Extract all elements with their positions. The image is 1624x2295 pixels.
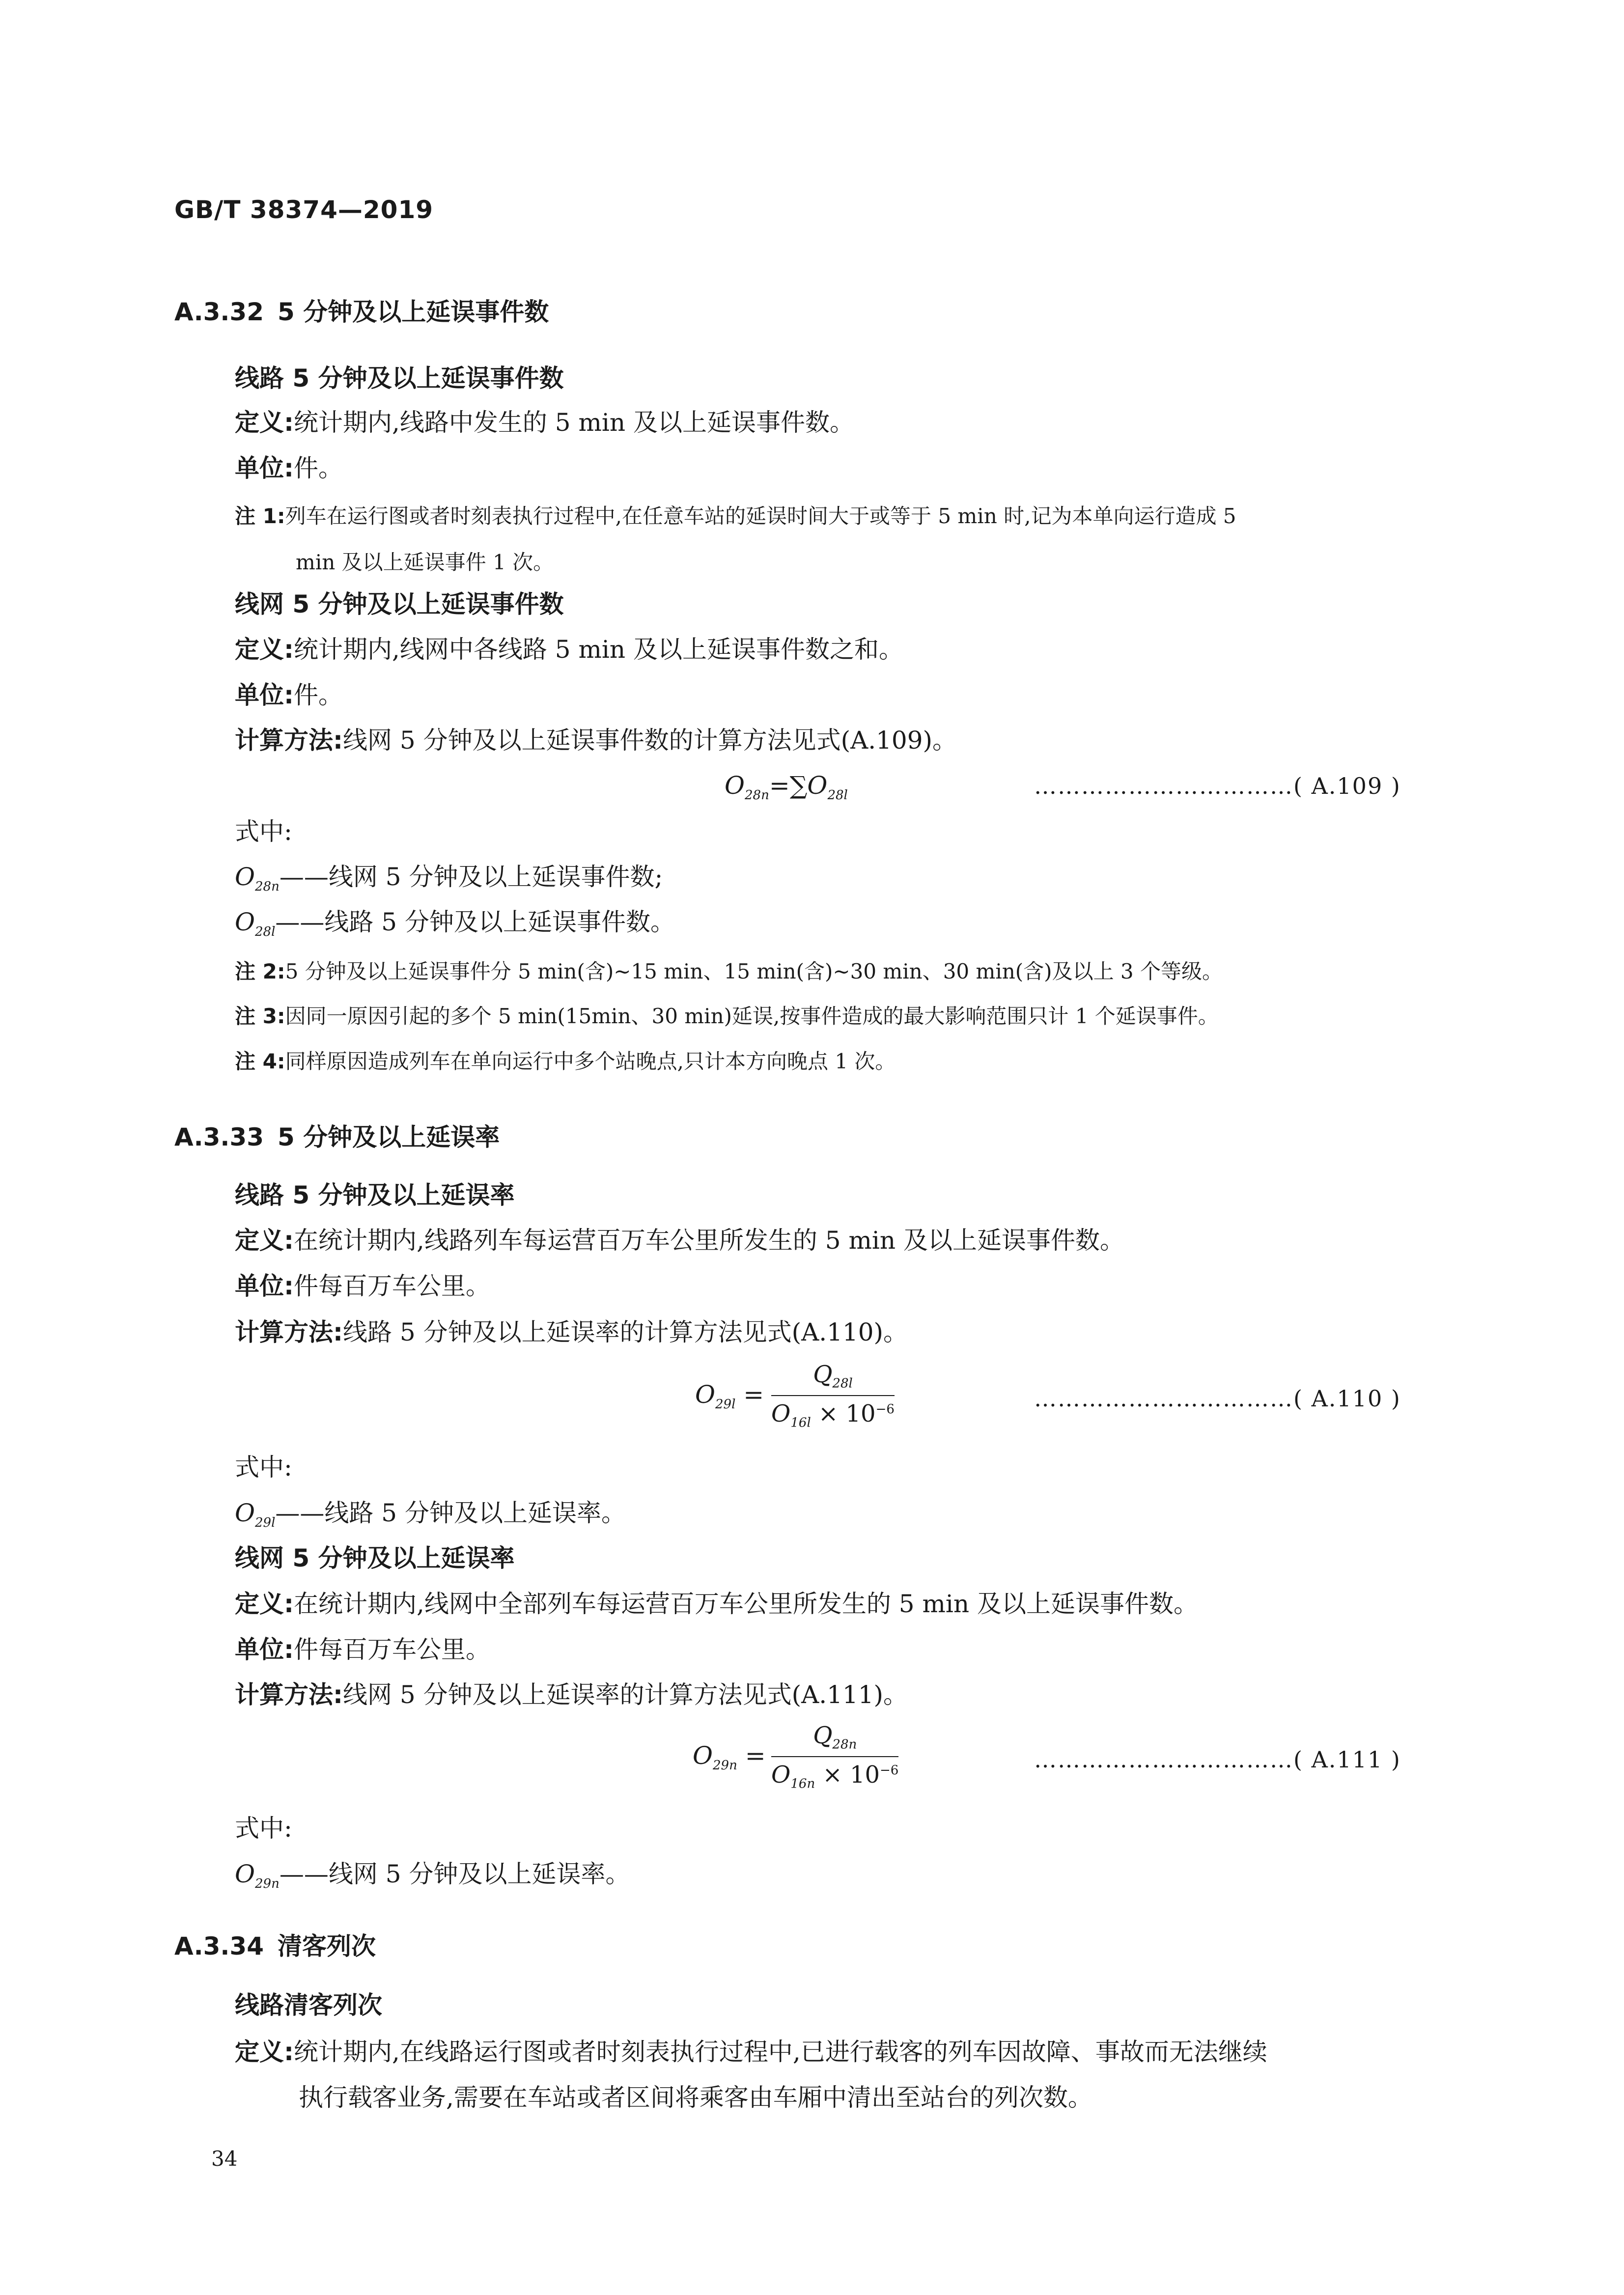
formula-number: ……………………………( A.111 ) xyxy=(1034,1746,1401,1773)
variable-symbol: $O_{29l}$ xyxy=(235,1499,276,1530)
section-heading-a3-34 xyxy=(174,1927,376,1962)
definition-label: 定义: xyxy=(235,1226,294,1255)
note-2 xyxy=(235,961,1223,982)
where-label: 式中: xyxy=(235,1814,292,1843)
note-text: 5 分钟及以上延误事件分 5 min(含)~15 min、15 min(含)~30 min、30 min(含)及以上 3 个等级。 xyxy=(285,959,1223,983)
fraction-numerator: $Q_{28l}$ xyxy=(771,1361,895,1396)
variable-subscript: 28l xyxy=(255,924,276,939)
calc-method-label: 计算方法: xyxy=(235,1680,343,1709)
unit-label: 单位: xyxy=(235,454,294,482)
calc-method-line xyxy=(235,1320,908,1344)
variable-subscript: 28n xyxy=(255,879,280,894)
unit-line xyxy=(235,1274,490,1298)
fraction-denominator: $O_{16n} \times 10^{-6}$ xyxy=(771,1761,899,1791)
note-1-continued: min 及以上延误事件 1 次。 xyxy=(296,550,554,574)
formula-a109 xyxy=(725,771,848,803)
variable-definition xyxy=(235,865,663,893)
note-text: 列车在运行图或者时刻表执行过程中,在任意车站的延误时间大于或等于 5 min 时,记为本单向运行造成 5 xyxy=(285,504,1236,528)
formula-subscript: 29n xyxy=(713,1758,737,1773)
variable-description: ——线路 5 分钟及以上延误事件数。 xyxy=(275,908,675,936)
term-heading: 线路清客列次 xyxy=(235,1991,382,2019)
formula-subscript: 28l xyxy=(827,788,848,803)
unit-line xyxy=(235,456,343,480)
term-heading: 线路 5 分钟及以上延误率 xyxy=(235,1181,515,1209)
section-number: A.3.33 xyxy=(174,1123,264,1151)
section-number: A.3.34 xyxy=(174,1932,264,1960)
formula-subscript: 16n xyxy=(790,1776,815,1791)
definition-line xyxy=(235,1592,1198,1616)
page-number: 34 xyxy=(211,2147,238,2171)
term-heading: 线网 5 分钟及以上延误事件数 xyxy=(235,590,564,618)
formula-number: ……………………………( A.109 ) xyxy=(1034,773,1401,799)
formula-a110-lhs: $O_{29l}$ = xyxy=(695,1380,764,1412)
document-id: GB/T 38374—2019 xyxy=(174,196,434,224)
section-number: A.3.32 xyxy=(174,298,264,326)
definition-text: 在统计期内,线路列车每运营百万车公里所发生的 5 min 及以上延误事件数。 xyxy=(294,1226,1124,1255)
formula-a110-fraction xyxy=(771,1361,895,1430)
variable-description: ——线网 5 分钟及以上延误事件数; xyxy=(279,863,663,891)
definition-text: 统计期内,线网中各线路 5 min 及以上延误事件数之和。 xyxy=(294,635,903,664)
note-3 xyxy=(235,1006,1219,1027)
section-title: 清客列次 xyxy=(278,1932,376,1960)
variable-subscript: 29n xyxy=(255,1876,280,1891)
variable-definition xyxy=(235,910,675,938)
section-title: 5 分钟及以上延误事件数 xyxy=(278,298,549,326)
definition-line xyxy=(235,410,854,435)
unit-line xyxy=(235,1637,490,1662)
variable-definition xyxy=(235,1862,630,1890)
formula-exponent: −6 xyxy=(880,1763,899,1778)
note-label: 注 4: xyxy=(235,1049,285,1073)
calc-method-label: 计算方法: xyxy=(235,726,343,755)
formula-factor: × 10 xyxy=(815,1761,880,1789)
definition-label: 定义: xyxy=(235,1590,294,1618)
calc-method-line xyxy=(235,728,957,753)
variable-definition xyxy=(235,1501,626,1529)
note-label: 注 1: xyxy=(235,504,285,528)
formula-subscript: 28n xyxy=(832,1737,857,1752)
formula-exponent: −6 xyxy=(875,1401,895,1417)
where-label: 式中: xyxy=(235,817,292,846)
definition-continued: 执行载客业务,需要在车站或者区间将乘客由车厢中清出至站台的列次数。 xyxy=(299,2083,1092,2112)
definition-text: 在统计期内,线网中全部列车每运营百万车公里所发生的 5 min 及以上延误事件数。 xyxy=(294,1590,1198,1618)
definition-text: 统计期内,在线路运行图或者时刻表执行过程中,已进行载客的列车因故障、事故而无法继续 xyxy=(294,2038,1267,2066)
unit-text: 件。 xyxy=(294,681,343,709)
definition-label: 定义: xyxy=(235,635,294,664)
note-1 xyxy=(235,506,1236,527)
formula-subscript: 28l xyxy=(832,1376,853,1391)
definition-text: 统计期内,线路中发生的 5 min 及以上延误事件数。 xyxy=(294,408,854,437)
variable-symbol: $O_{29n}$ xyxy=(235,1860,280,1891)
formula-subscript: 28n xyxy=(745,788,769,803)
note-4 xyxy=(235,1051,896,1072)
definition-label: 定义: xyxy=(235,2038,294,2066)
definition-label: 定义: xyxy=(235,408,294,437)
unit-text: 件每百万车公里。 xyxy=(294,1272,490,1300)
variable-description: ——线网 5 分钟及以上延误率。 xyxy=(279,1860,630,1888)
calc-method-text: 线网 5 分钟及以上延误率的计算方法见式(A.111)。 xyxy=(343,1680,908,1709)
definition-line xyxy=(235,2040,1267,2064)
unit-line xyxy=(235,683,343,707)
formula-factor: × 10 xyxy=(811,1399,876,1427)
unit-label: 单位: xyxy=(235,1272,294,1300)
calc-method-line xyxy=(235,1682,908,1707)
variable-symbol: $O_{28l}$ xyxy=(235,908,276,939)
formula-subscript: 16l xyxy=(790,1415,811,1430)
formula-subscript: 29l xyxy=(715,1397,736,1412)
unit-text: 件。 xyxy=(294,454,343,482)
formula-rhs: =∑O xyxy=(769,771,828,800)
formula-a111-lhs: $O_{29n}$ = xyxy=(693,1741,766,1773)
note-text: 因同一原因引起的多个 5 min(15min、30 min)延误,按事件造成的最大影响范围只计 1 个延误事件。 xyxy=(285,1004,1219,1028)
note-text: 同样原因造成列车在单向运行中多个站晚点,只计本方向晚点 1 次。 xyxy=(285,1049,896,1073)
formula-symbol: O xyxy=(725,771,745,800)
unit-text: 件每百万车公里。 xyxy=(294,1635,490,1664)
section-title: 5 分钟及以上延误率 xyxy=(278,1123,500,1151)
note-label: 注 3: xyxy=(235,1004,285,1028)
term-heading: 线路 5 分钟及以上延误事件数 xyxy=(235,364,564,392)
fraction-numerator: $Q_{28n}$ xyxy=(771,1722,898,1757)
note-label: 注 2: xyxy=(235,959,285,983)
variable-symbol: $O_{28n}$ xyxy=(235,863,280,894)
definition-line xyxy=(235,637,903,662)
section-heading-a3-33 xyxy=(174,1118,500,1153)
calc-method-text: 线网 5 分钟及以上延误事件数的计算方法见式(A.109)。 xyxy=(343,726,957,755)
formula-number: ……………………………( A.110 ) xyxy=(1034,1385,1401,1412)
unit-label: 单位: xyxy=(235,681,294,709)
section-heading-a3-32 xyxy=(174,292,549,328)
unit-label: 单位: xyxy=(235,1635,294,1664)
definition-line xyxy=(235,1228,1124,1253)
formula-a111-fraction xyxy=(771,1722,898,1791)
where-label: 式中: xyxy=(235,1453,292,1482)
calc-method-label: 计算方法: xyxy=(235,1318,343,1346)
variable-subscript: 29l xyxy=(255,1515,276,1530)
fraction-denominator: $O_{16l} \times 10^{-6}$ xyxy=(771,1399,895,1430)
term-heading: 线网 5 分钟及以上延误率 xyxy=(235,1544,515,1572)
variable-description: ——线路 5 分钟及以上延误率。 xyxy=(275,1499,626,1527)
calc-method-text: 线路 5 分钟及以上延误率的计算方法见式(A.110)。 xyxy=(343,1318,908,1346)
